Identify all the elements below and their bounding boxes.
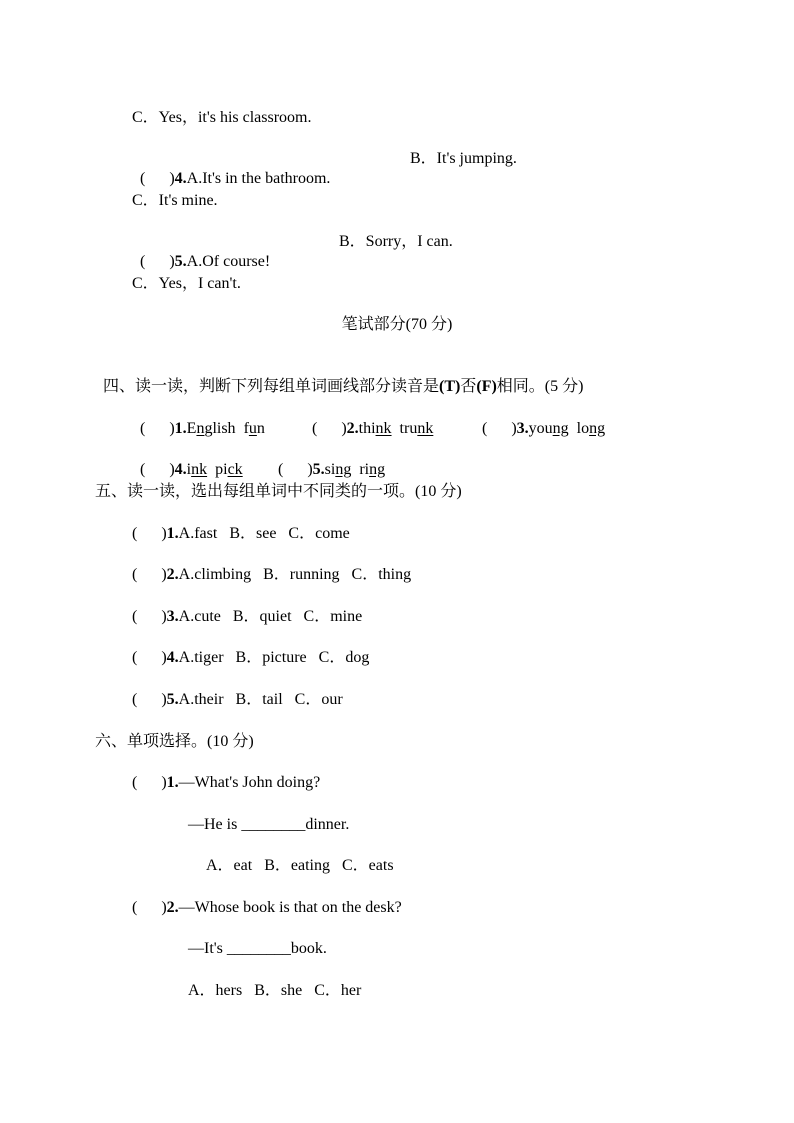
option-c: C．her (314, 982, 362, 999)
question-number: 2. (166, 566, 179, 583)
section6-title: 六、单项选择。(10 分) (95, 733, 254, 750)
answer-paren[interactable]: ( ) (140, 461, 175, 478)
word-1: ink (186, 461, 208, 478)
option-b: B．she (254, 982, 303, 999)
option-a: A．hers (188, 982, 243, 999)
s6-item-2-question (132, 898, 402, 918)
section4-title (95, 357, 583, 397)
false-marker: (F) (476, 378, 497, 395)
answer-paren[interactable]: ( ) (140, 170, 175, 187)
question-number: 3. (166, 608, 179, 625)
option-b: B．quiet (232, 608, 292, 625)
answer-paren[interactable]: ( ) (132, 525, 167, 542)
s6-item-1-options (206, 856, 394, 876)
option-a: A.It's in the bathroom. (186, 170, 331, 187)
question-number: 5. (174, 253, 187, 270)
option-a: A.tiger (178, 649, 224, 666)
option-c: C．mine (303, 608, 363, 625)
option-b: B．picture (235, 649, 307, 666)
answer-paren[interactable]: ( ) (132, 566, 167, 583)
option-a: A.climbing (178, 566, 252, 583)
option-a: A.cute (178, 608, 221, 625)
s5-item-1 (132, 524, 350, 544)
s5-item-4 (132, 648, 369, 668)
s6-item-2-options (188, 981, 361, 1001)
question-number: 4. (166, 649, 179, 666)
option-b: B．running (263, 566, 340, 583)
option-c: C．dog (318, 649, 370, 666)
option-b: B．see (229, 525, 277, 542)
s4-item-2 (304, 399, 433, 439)
word-1: young (528, 420, 569, 437)
written-part-heading: 笔试部分(70 分) (341, 316, 453, 333)
q3-option-c: C．Yes，it's his classroom. (132, 109, 312, 126)
answer-paren[interactable]: ( ) (278, 461, 313, 478)
answer-paren[interactable]: ( ) (482, 420, 517, 437)
section4-title-end: 相同。(5 分) (496, 378, 584, 395)
option-c: C．our (294, 691, 343, 708)
word-2: pick (215, 461, 243, 478)
question-number: 2. (346, 420, 359, 437)
answer-paren[interactable]: ( ) (132, 899, 167, 916)
question-number: 1. (166, 525, 179, 542)
s6-item-2-answer (188, 939, 327, 959)
answer-lead: —It's (188, 940, 227, 957)
answer-tail: dinner. (305, 816, 350, 833)
answer-paren[interactable]: ( ) (132, 691, 167, 708)
question-text: —Whose book is that on the desk? (178, 899, 402, 916)
option-a: A.Of course! (186, 253, 271, 270)
true-marker: (T) (439, 378, 461, 395)
option-c: C．thing (351, 566, 412, 583)
s6-item-1-question (132, 773, 320, 793)
option-c: C．come (288, 525, 350, 542)
s6-item-1-answer (188, 815, 349, 835)
s4-item-1 (132, 399, 265, 439)
or-text: 否 (460, 378, 477, 395)
s5-item-3 (132, 607, 362, 627)
listening-q5-row (132, 232, 270, 272)
question-text: —What's John doing? (178, 774, 321, 791)
option-a: A.fast (178, 525, 218, 542)
word-2: trunk (399, 420, 434, 437)
option-c: C．eats (342, 857, 394, 874)
section5-title: 五、读一读，选出每组单词中不同类的一项。(10 分) (95, 483, 462, 500)
word-1: think (358, 420, 392, 437)
fill-blank[interactable]: ________ (241, 816, 306, 833)
answer-lead: —He is (188, 816, 242, 833)
option-a: A．eat (206, 857, 253, 874)
question-number: 1. (166, 774, 179, 791)
listening-q4-row (132, 149, 330, 189)
s4-item-4 (132, 440, 243, 480)
word-2: long (576, 420, 606, 437)
option-a: A.their (178, 691, 224, 708)
question-number: 5. (166, 691, 179, 708)
q5-option-c: C．Yes，I can't. (132, 275, 241, 292)
question-number: 2. (166, 899, 179, 916)
answer-paren[interactable]: ( ) (132, 608, 167, 625)
fill-blank[interactable]: ________ (226, 940, 291, 957)
word-1: English (186, 420, 236, 437)
section4-title-text: 四、读一读，判断下列每组单词画线部分读音是 (103, 378, 440, 395)
s4-item-3 (474, 399, 605, 439)
answer-paren[interactable]: ( ) (132, 774, 167, 791)
answer-paren[interactable]: ( ) (140, 253, 175, 270)
word-1: sing (324, 461, 352, 478)
s4-item-5 (270, 440, 385, 480)
option-b: B．tail (235, 691, 283, 708)
q4-option-c: C．It's mine. (132, 192, 218, 209)
word-2: ring (359, 461, 386, 478)
answer-paren[interactable]: ( ) (140, 420, 175, 437)
answer-paren[interactable]: ( ) (312, 420, 347, 437)
s5-item-2 (132, 565, 411, 585)
question-number: 5. (312, 461, 325, 478)
s5-item-5 (132, 690, 343, 710)
q4-option-b: B．It's jumping. (410, 150, 517, 167)
word-2: fun (243, 420, 265, 437)
question-number: 4. (174, 170, 187, 187)
q5-option-b: B．Sorry，I can. (339, 233, 453, 250)
answer-paren[interactable]: ( ) (132, 649, 167, 666)
question-number: 4. (174, 461, 187, 478)
question-number: 1. (174, 420, 187, 437)
question-number: 3. (516, 420, 529, 437)
answer-tail: book. (290, 940, 327, 957)
option-b: B．eating (264, 857, 330, 874)
